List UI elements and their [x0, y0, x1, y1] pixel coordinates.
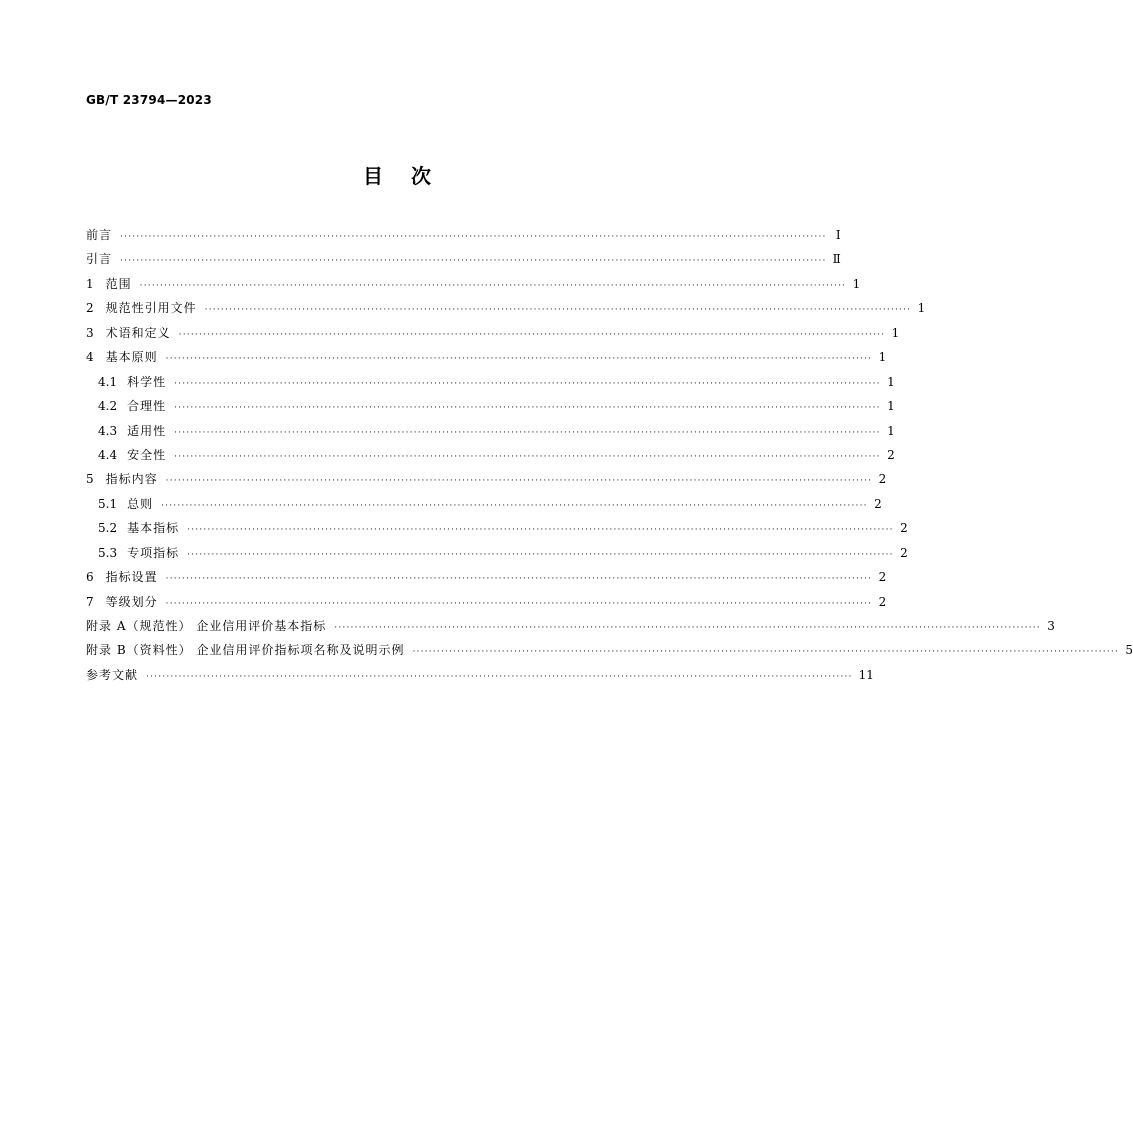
- toc-entry-page-number: 2: [878, 570, 887, 585]
- toc-entry[interactable]: [86, 373, 895, 397]
- toc-entry-title: 附录 A（规范性） 企业信用评价基本指标: [86, 619, 327, 633]
- toc-dot-leader: ··············································································································································································: [174, 451, 881, 462]
- toc-entry-page-number: 2: [874, 496, 882, 511]
- toc-entry-number: 2: [86, 301, 94, 316]
- toc-entry-page-number: 1: [887, 374, 895, 389]
- toc-entry-title: 安全性: [127, 447, 167, 462]
- toc-entry-title: 基本指标: [127, 521, 180, 536]
- toc-entry[interactable]: [86, 446, 895, 470]
- toc-entry[interactable]: [86, 593, 887, 617]
- toc-entry[interactable]: [86, 470, 887, 494]
- toc-entry-title: 规范性引用文件: [105, 301, 197, 316]
- table-of-contents: [86, 226, 1133, 690]
- toc-entry[interactable]: [86, 275, 861, 299]
- toc-dot-leader: ··············································································································································································: [178, 329, 886, 340]
- toc-entry-page-number: 2: [900, 545, 908, 560]
- toc-entry-title: 附录 B（资料性） 企业信用评价指标项名称及说明示例: [86, 643, 405, 658]
- toc-entry[interactable]: [86, 422, 895, 446]
- standard-number-header: GB/T 23794—2023: [86, 93, 212, 107]
- toc-entry-title: 总则: [127, 496, 154, 511]
- toc-entry-page-number: 1: [852, 276, 861, 291]
- toc-entry-page-number: 1: [878, 350, 887, 365]
- toc-entry-number: 6: [86, 570, 94, 585]
- toc-dot-leader: ··············································································································································································: [334, 623, 1041, 633]
- toc-dot-leader: ··············································································································································································: [139, 280, 847, 291]
- toc-entry[interactable]: [86, 495, 882, 519]
- toc-dot-leader: ··············································································································································································: [165, 574, 873, 585]
- toc-entry-page-number: 1: [887, 399, 895, 414]
- toc-entry-page-number: 1: [887, 423, 895, 438]
- toc-dot-leader: ··············································································································································································: [165, 354, 873, 365]
- toc-entry-number: 4.1: [98, 374, 118, 389]
- toc-entry-title: 前言: [86, 228, 113, 242]
- toc-entry[interactable]: [86, 397, 895, 421]
- toc-entry-number: 7: [86, 594, 94, 609]
- toc-entry[interactable]: [86, 641, 1133, 665]
- toc-entry-number: 4.4: [98, 447, 118, 462]
- toc-entry-title: 科学性: [127, 374, 167, 389]
- toc-entry[interactable]: [86, 250, 841, 274]
- toc-entry-title: 参考文献: [86, 667, 139, 682]
- toc-entry-number: 5: [86, 472, 94, 487]
- toc-entry-page-number: 2: [878, 594, 887, 609]
- toc-entry-page-number: 11: [858, 667, 874, 682]
- toc-entry-title: 范围: [105, 276, 132, 291]
- toc-dot-leader: ··············································································································································································: [204, 305, 912, 316]
- toc-dot-leader: ··············································································································································································: [174, 427, 881, 438]
- toc-dot-leader: ··············································································································································································: [174, 378, 881, 389]
- toc-entry-page-number: 2: [878, 472, 887, 487]
- toc-entry-title: 等级划分: [105, 594, 158, 609]
- toc-entry-page-number: Ⅱ: [832, 252, 841, 267]
- toc-dot-leader: ··············································································································································································: [174, 403, 881, 414]
- toc-dot-leader: ··············································································································································································: [165, 598, 873, 609]
- page-title: 目次: [363, 164, 459, 188]
- toc-entry[interactable]: [86, 519, 908, 543]
- toc-entry-number: 4: [86, 350, 94, 365]
- toc-entry-number: 4.2: [98, 399, 118, 414]
- toc-dot-leader: ··············································································································································································: [146, 671, 853, 682]
- toc-entry-page-number: 2: [900, 521, 908, 536]
- toc-entry-title: 指标内容: [105, 472, 158, 487]
- toc-entry-page-number: 1: [917, 301, 926, 316]
- toc-entry-page-number: Ⅰ: [835, 228, 841, 242]
- toc-entry[interactable]: [86, 348, 887, 372]
- toc-dot-leader: ··············································································································································································: [165, 476, 873, 487]
- toc-dot-leader: ··············································································································································································: [187, 549, 894, 560]
- toc-dot-leader: ··············································································································································································: [187, 525, 894, 536]
- toc-dot-leader: ··············································································································································································: [161, 500, 868, 511]
- toc-entry-title: 适用性: [127, 423, 167, 438]
- toc-entry-title: 基本原则: [105, 350, 158, 365]
- toc-entry[interactable]: [86, 226, 841, 250]
- toc-entry-title: 专项指标: [127, 545, 180, 560]
- toc-entry-page-number: 2: [887, 447, 895, 462]
- toc-dot-leader: ··············································································································································································: [412, 647, 1120, 658]
- toc-entry-number: 1: [86, 276, 94, 291]
- toc-entry-number: 5.1: [98, 496, 118, 511]
- toc-entry-number: 5.2: [98, 521, 118, 536]
- toc-entry-number: 4.3: [98, 423, 118, 438]
- toc-entry[interactable]: [86, 666, 874, 690]
- toc-entry-title: 术语和定义: [105, 325, 171, 340]
- toc-entry[interactable]: [86, 568, 887, 592]
- toc-entry[interactable]: [86, 544, 908, 568]
- toc-entry-page-number: 3: [1047, 619, 1055, 633]
- toc-entry-title: 合理性: [127, 399, 167, 414]
- toc-entry[interactable]: [86, 324, 900, 348]
- toc-entry[interactable]: [86, 617, 1055, 641]
- toc-entry-title: 引言: [86, 252, 113, 267]
- toc-dot-leader: ··············································································································································································: [120, 256, 827, 267]
- toc-entry-number: 5.3: [98, 545, 118, 560]
- toc-entry-title: 指标设置: [105, 570, 158, 585]
- toc-entry[interactable]: [86, 299, 926, 323]
- toc-entry-page-number: 5: [1125, 643, 1133, 658]
- toc-dot-leader: ··············································································································································································: [120, 232, 827, 242]
- toc-entry-number: 3: [86, 325, 94, 340]
- toc-entry-page-number: 1: [891, 325, 900, 340]
